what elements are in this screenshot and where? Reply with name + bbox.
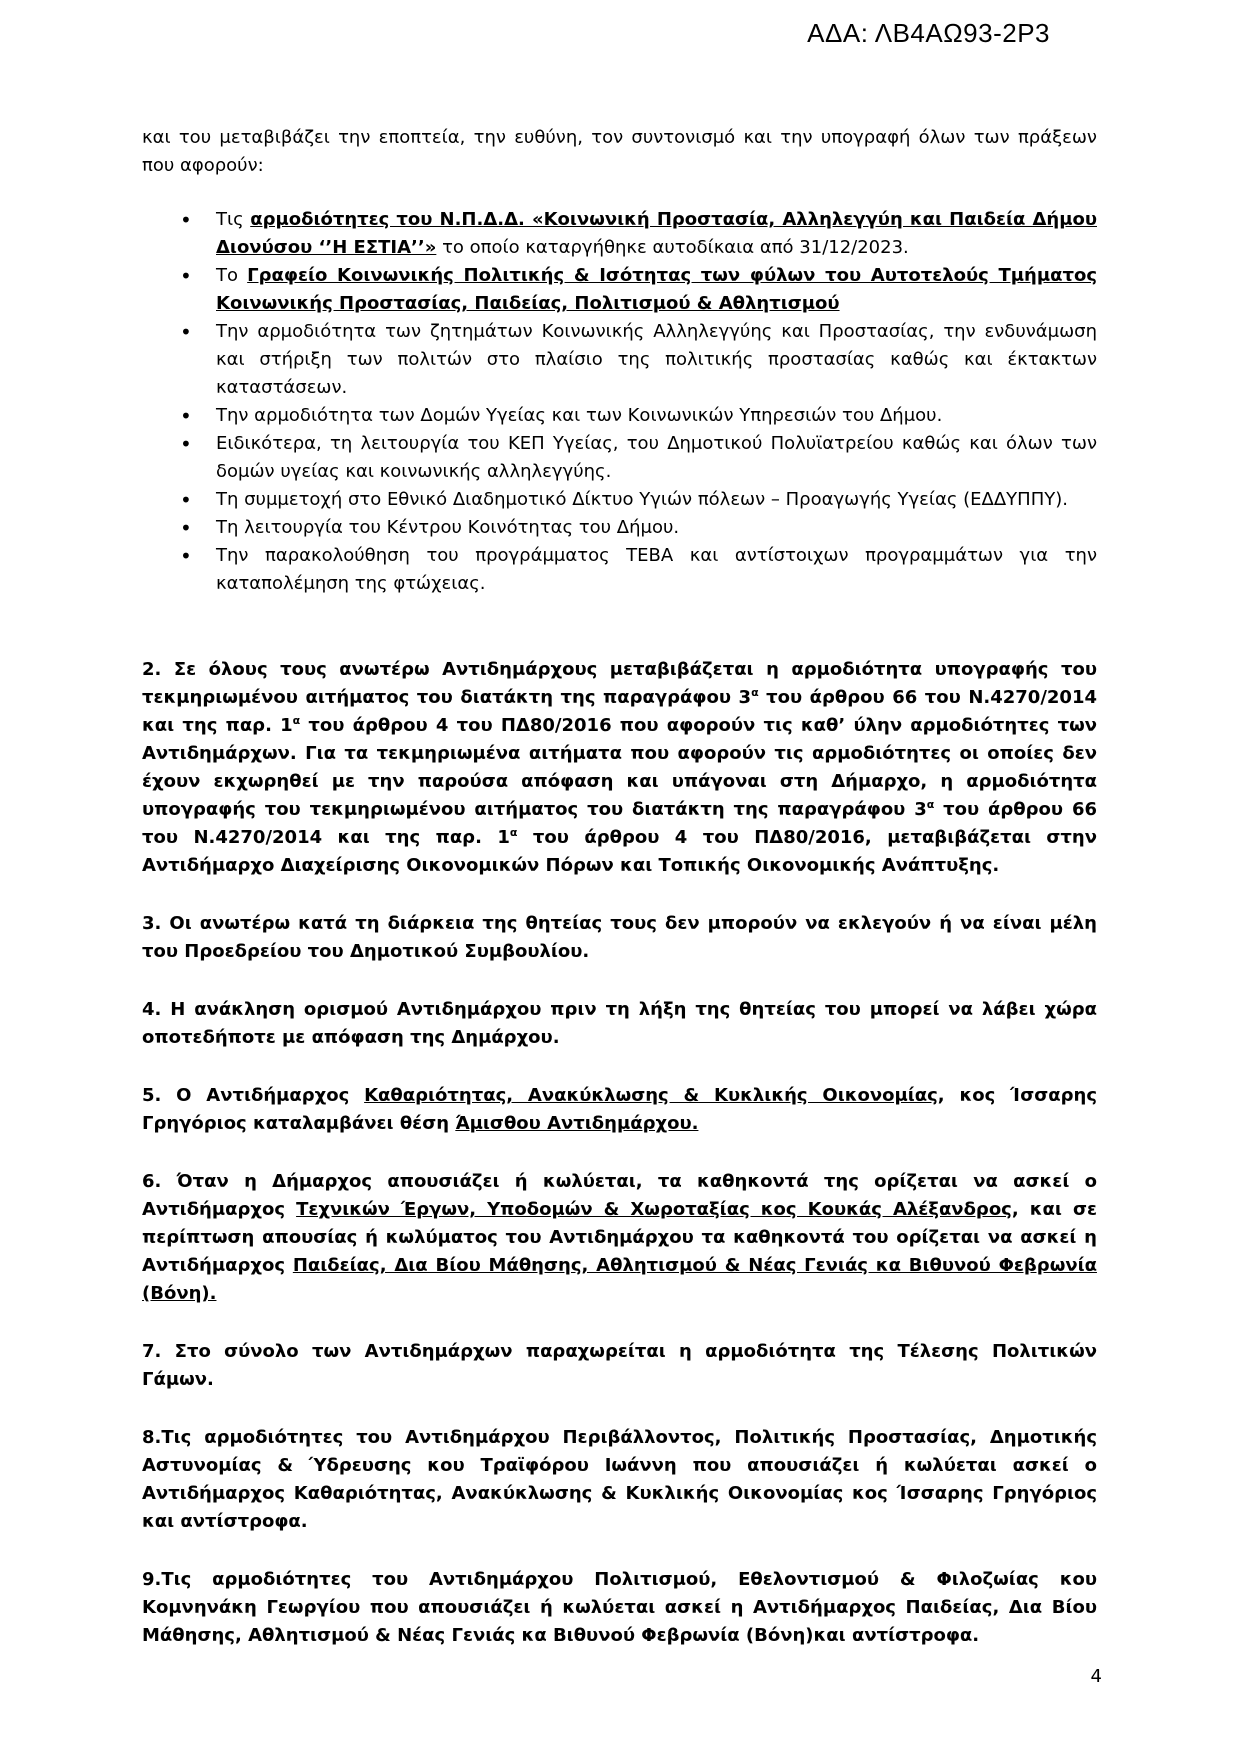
list-item-text: το οποίο καταργήθηκε αυτοδίκαια από 31/12/2023.	[436, 237, 909, 258]
paragraph-8: 8.Τις αρμοδιότητες του Αντιδημάρχου Περιβάλλοντος, Πολιτικής Προστασίας, Δημοτικής Αστυνομίας & Ύδρευσης κου Τραϊφόρου Ιωάννη που απουσιάζει ή κωλύεται ασκεί ο Αντιδήμαρχος Καθαριότητας, Ανακύκλωσης & Κυκλικής Οικονομίας κος Ίσσαρης Γρηγόριος και αντίστροφα.	[142, 1427, 1097, 1532]
superscript: α	[751, 686, 759, 699]
paragraph-5	[142, 1082, 1097, 1138]
paragraph-text: 5. Ο Αντιδήμαρχος	[142, 1085, 365, 1106]
paragraph-6	[142, 1168, 1097, 1308]
list-item: • Τη συμμετοχή στο Εθνικό Διαδημοτικό Δίκτυο Υγιών πόλεων – Προαγωγής Υγείας (ΕΔΔΥΠΠΥ).	[142, 486, 1097, 514]
paragraph-text: του άρθρου 66 του Ν.4270/2014 και της παρ. 1	[142, 799, 1097, 848]
paragraph-text: 6. Όταν η Δήμαρχος απουσιάζει ή κωλύεται, τα καθηκοντά της ορίζεται να ασκεί ο Αντιδήμαρχος	[142, 1171, 1097, 1220]
paragraph-3: 3. Οι ανωτέρω κατά τη διάρκεια της θητείας τους δεν μπορούν να εκλεγούν ή να είναι μέλη του Προεδρείου του Δημοτικού Συμβουλίου.	[142, 913, 1097, 962]
ada-code: ΑΔΑ: ΛΒ4ΑΩ93-2Ρ3	[807, 18, 1050, 48]
paragraph-2	[142, 656, 1097, 880]
list-item	[142, 262, 1097, 318]
underlined-text: Άμισθου Αντιδημάρχου.	[455, 1113, 699, 1134]
paragraph-text: του άρθρου 66 του Ν.4270/2014 και της παρ. 1	[142, 687, 1097, 736]
list-item-emphasis: αρμοδιότητες του Ν.Π.Δ.Δ. «Κοινωνική Προστασία, Αλληλεγγύη και Παιδεία Δήμου Διονύσου ‘’Η ΕΣΤΙΑ’’»	[216, 209, 1097, 258]
underlined-text: Καθαριότητας, Ανακύκλωσης & Κυκλικής Οικονομίας	[364, 1085, 938, 1106]
superscript: α	[292, 714, 301, 727]
paragraph-text: , και σε περίπτωση απουσίας ή κωλύματος του Αντιδημάρχου τα καθηκοντά του ορίζεται να ασκεί η Αντιδήμαρχος	[142, 1199, 1097, 1276]
paragraph-text: , κος Ίσσαρης Γρηγόριος καταλαμβάνει θέση	[142, 1085, 1097, 1134]
paragraph-text: του άρθρου 4 του ΠΔ80/2016, μεταβιβάζεται στην Αντιδήμαρχο Διαχείρισης Οικονομικών Πόρων και Τοπικής Οικονομικής Ανάπτυξης.	[142, 827, 1097, 876]
document-body	[142, 124, 1097, 1650]
page-number: 4	[1090, 1666, 1102, 1687]
list-item-text: Τις	[216, 209, 251, 230]
paragraph-7: 7. Στο σύνολο των Αντιδημάρχων παραχωρείται η αρμοδιότητα της Τέλεσης Πολιτικών Γάμων.	[142, 1341, 1097, 1390]
list-item-emphasis: Γραφείο Κοινωνικής Πολιτικής & Ισότητας των φύλων του Αυτοτελούς Τμήματος Κοινωνικής Προστασίας, Παιδείας, Πολιτισμού & Αθλητισμού	[216, 265, 1097, 314]
superscript: α	[926, 798, 935, 811]
superscript: α	[509, 826, 518, 839]
list-item-text: Το	[216, 265, 248, 286]
list-item	[142, 206, 1097, 262]
list-item: • Την αρμοδιότητα των Δομών Υγείας και των Κοινωνικών Υπηρεσιών του Δήμου.	[142, 402, 1097, 430]
paragraph-9: 9.Τις αρμοδιότητες του Αντιδημάρχου Πολιτισμού, Εθελοντισμού & Φιλοζωίας κου Κομνηνάκη Γεωργίου που απουσιάζει ή κωλύεται ασκεί η Αντιδήμαρχος Παιδείας, Δια Βίου Μάθησης, Αθλητισμού & Νέας Γενιάς κα Βιθυνού Φεβρωνία (Βόνη)και αντίστροφα.	[142, 1569, 1097, 1646]
paragraph-text: του άρθρου 4 του ΠΔ80/2016 που αφορούν τις καθ’ ύλην αρμοδιότητες των Αντιδημάρχων. Για τα τεκμηριωμένα αιτήματα που αφορούν τις αρμοδιότητες οι οποίες δεν έχουν εκχωρηθεί με την παρούσα απόφαση και υπάγοναι στη Δήμαρχο, η αρμοδιότητα υπογραφής του τεκμηριωμένου αιτήματος του διατάκτη της παραγράφου 3	[142, 715, 1097, 820]
list-item: • Τη λειτουργία του Κέντρου Κοινότητας του Δήμου.	[142, 514, 1097, 542]
underlined-text: Παιδείας, Δια Βίου Μάθησης, Αθλητισμού & Νέας Γενιάς κα Βιθυνού Φεβρωνία (Βόνη).	[142, 1255, 1097, 1304]
underlined-text: Τεχνικών Έργων, Υποδομών & Χωροταξίας κος Κουκάς Αλέξανδρος	[296, 1199, 1012, 1220]
list-item: • Ειδικότερα, τη λειτουργία του ΚΕΠ Υγείας, του Δημοτικού Πολυϊατρείου καθώς και όλων των δομών υγείας και κοινωνικής αλληλεγγύης.	[142, 430, 1097, 486]
list-item: • Την παρακολούθηση του προγράμματος ΤΕΒΑ και αντίστοιχων προγραμμάτων για την καταπολέμηση της φτώχειας.	[142, 542, 1097, 598]
paragraph-4: 4. Η ανάκληση ορισμού Αντιδημάρχου πριν τη λήξη της θητείας του μπορεί να λάβει χώρα οποτεδήποτε με απόφαση της Δημάρχου.	[142, 999, 1097, 1048]
intro-paragraph: και του μεταβιβάζει την εποπτεία, την ευθύνη, τον συντονισμό και την υπογραφή όλων των πράξεων που αφορούν:	[142, 127, 1097, 176]
paragraph-text: 2. Σε όλους τους ανωτέρω Αντιδημάρχους μεταβιβάζεται η αρμοδιότητα υπογραφής του τεκμηριωμένου αιτήματος του διατάκτη της παραγράφου 3	[142, 659, 1097, 708]
responsibilities-list	[142, 206, 1097, 598]
list-item: • Την αρμοδιότητα των ζητημάτων Κοινωνικής Αλληλεγγύης και Προστασίας, την ενδυνάμωση και στήριξη των πολιτών στο πλαίσιο της πολιτικής προστασίας καθώς και έκτακτων καταστάσεων.	[142, 318, 1097, 402]
